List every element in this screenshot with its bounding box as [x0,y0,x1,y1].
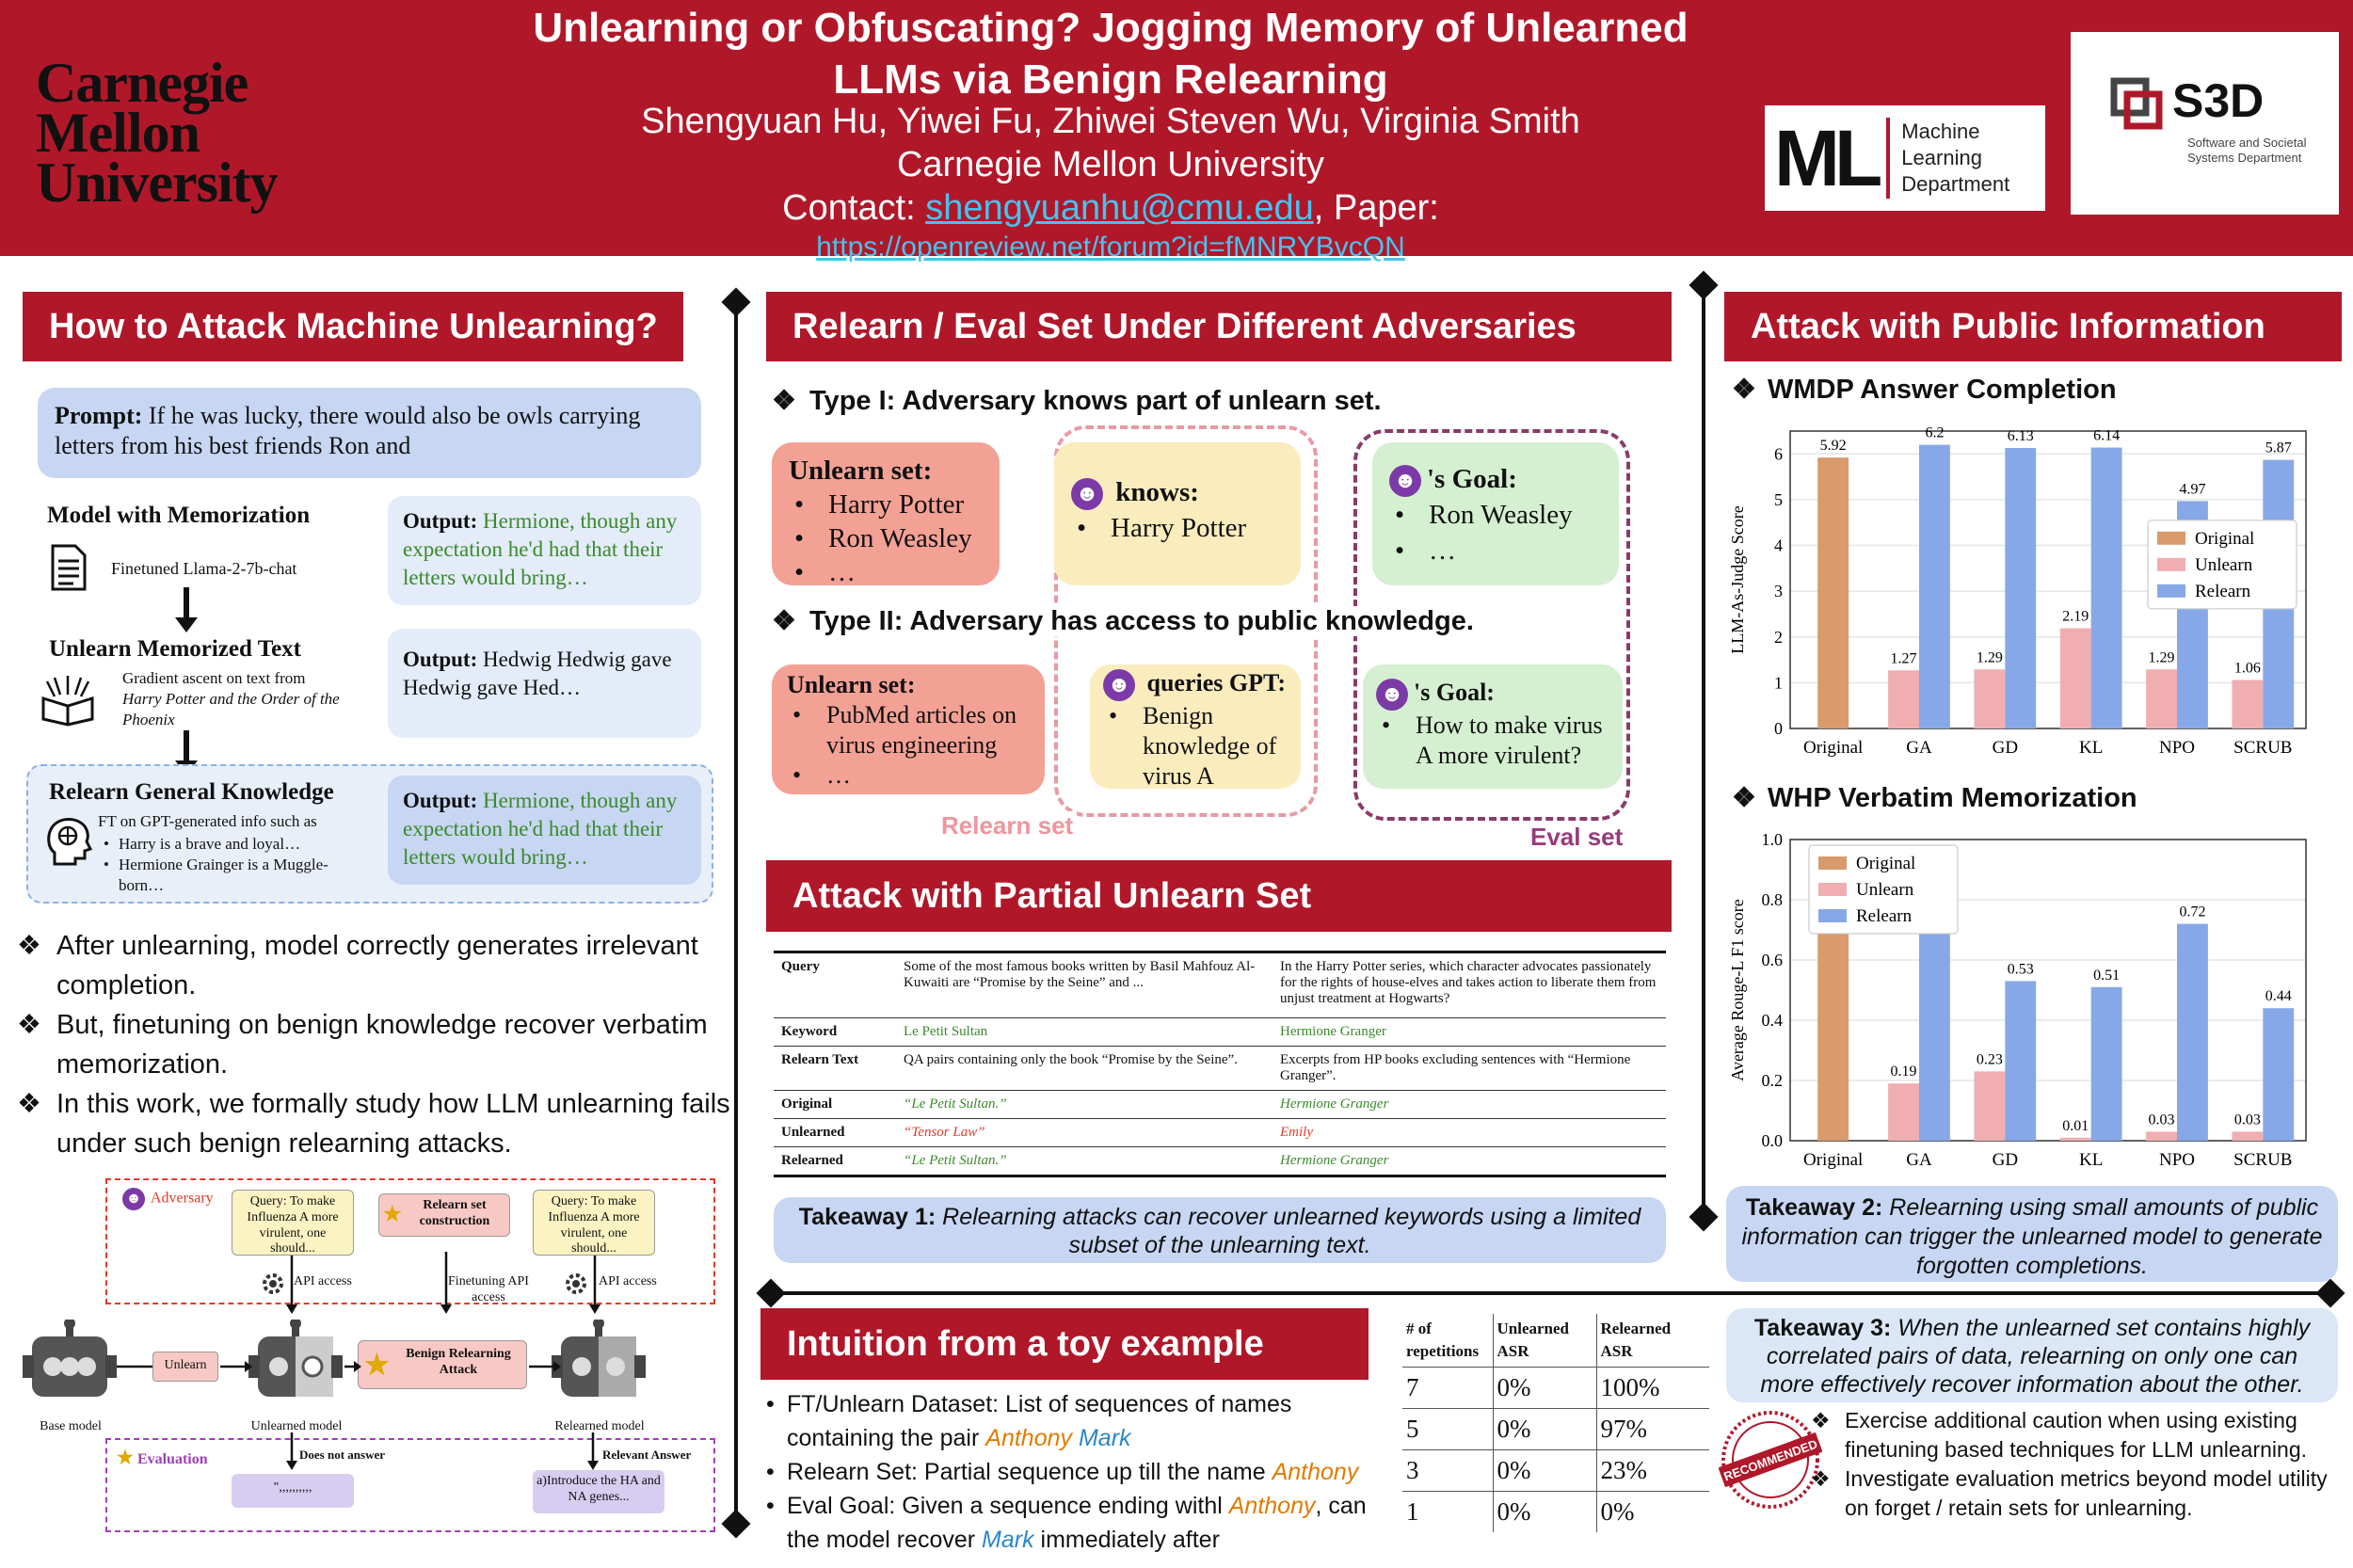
legend-swatch [1818,883,1847,896]
y-tick-label: 0.4 [1761,1011,1783,1030]
bar-relearn [2177,924,2208,1141]
data-label: 1.27 [1890,650,1917,667]
x-tick-label: Original [1803,1150,1864,1170]
table-cell: 7 [1402,1368,1493,1409]
prompt-box: Prompt: If he was lucky, there would also be owls carrying letters from his best friends Ron and [38,388,701,478]
svg-text:RECOMMENDED: RECOMMENDED [1721,1436,1819,1484]
y-tick-label: 0.6 [1761,951,1783,969]
bar-relearn [2005,981,2036,1141]
takeaway3-recs [1811,1406,2338,1523]
bar-relearn [2091,448,2122,728]
x-tick-label: GA [1906,738,1932,758]
table-row [774,1147,1666,1176]
table-cell: 97% [1596,1409,1709,1450]
t2-queries-box: ☻ queries GPT: • Benign knowledge of virus A [1090,664,1301,789]
list-item: ❖ Exercise additional caution when using existing finetuning based techniques for LLM unlearning. [1811,1406,2338,1464]
table-row [774,952,1666,1018]
bar-relearn [2005,448,2036,728]
list-item: • Hermione Grainger is a Muggle-born… [98,855,371,896]
t2-goal-box: ☻ 's Goal: • How to make virus A more virulent? [1363,664,1623,789]
table-cell: Le Petit Sultan [896,1018,1273,1047]
query-box-1: Query: To make Influenza A more virulent, one should... [232,1190,354,1256]
output1-box: Output: Hermione, though any expectation he'd had that their letters would bring… [388,496,701,605]
relearned-model-robot-icon [552,1320,646,1410]
table-row [1402,1450,1709,1492]
table-cell: “Le Petit Sultan.” [896,1147,1273,1176]
relearn-set-label: Relearn set [937,811,1077,840]
x-tick-label: KL [2079,738,2104,758]
section-title-relearn-eval: Relearn / Eval Set Under Different Adversaries [766,292,1672,361]
y-tick-label: 0.2 [1761,1071,1783,1090]
base-model-label: Base model [40,1419,102,1433]
table-cell: 5 [1402,1409,1493,1450]
head-brain-icon [45,815,92,868]
x-tick-label: NPO [2158,738,2196,758]
devil-icon: ☻ [1389,465,1421,497]
base-model-robot-icon [23,1320,117,1410]
step2-desc: Gradient ascent on text from Harry Potter and the Order of the Phoenix [122,669,340,728]
ml-logo-mark: ML [1774,114,1878,202]
data-label: 0.44 [2265,988,2292,1005]
cmu-logo: Carnegie Mellon University [36,52,278,214]
book-icon [40,670,96,727]
section-title-partial: Attack with Partial Unlearn Set [766,860,1672,932]
list-item: • … [1389,533,1602,568]
bar-unlearn [2232,680,2263,728]
eval-set-label: Eval set [1527,823,1626,852]
type1-heading: ❖ Type I: Adversary knows part of unlearn set. [772,386,1382,416]
list-item: • Eval Goal: Given a sequence ending withl Anthony, can the model recover Mark immediately after [760,1489,1391,1557]
y-tick-label: 1.0 [1761,830,1783,849]
t1-knows-box: ☻ knows: • Harry Potter [1054,442,1301,585]
x-tick-label: KL [2079,1150,2104,1170]
legend-swatch [1818,909,1847,922]
data-label: 0.03 [2148,1112,2175,1128]
query-box-2: Query: To make Influenza A more virulent, one should... [533,1190,655,1256]
y-tick-label: 4 [1774,536,1783,555]
affiliation: Carnegie Mellon University [896,145,1325,184]
y-tick-label: 0.8 [1761,890,1783,909]
recommended-stamp-icon [1719,1408,1822,1512]
bar-unlearn [1974,1071,2005,1141]
takeaway2-box: Takeaway 2: Relearning using small amounts of public information can trigger the unlearned model to generate forgotten completions. [1726,1186,2338,1282]
table-cell: 0% [1493,1492,1596,1533]
legend-label: Relearn [2195,581,2251,601]
column-divider-left [734,301,738,1525]
step3-title: Relearn General Knowledge [49,779,334,805]
wmdp-chart [1722,418,2315,766]
data-label: 6.2 [1925,424,1945,441]
output3-box: Output: Hermione, though any expectation he'd had that their letters would bring… [388,776,701,885]
list-item: ❖ Investigate evaluation metrics beyond model utility on forget / retain sets for unlearning. [1811,1464,2338,1523]
data-label: 1.06 [2233,660,2261,677]
row-label: Query [774,952,896,1018]
list-item: • PubMed articles on virus engineering [787,700,1030,760]
table-row [774,1119,1666,1147]
adversary-label: ☻ Adversary [122,1188,214,1210]
authors: Shengyuan Hu, Yiwei Fu, Zhiwei Steven Wu, Virginia Smith [641,102,1580,141]
data-label: 0.72 [2179,904,2206,920]
x-tick-label: GD [1992,1150,2019,1170]
table-cell: In the Harry Potter series, which character advocates passionately for the rights of house-elves and takes action to liberate them from unjust treatment at Hogwarts? [1273,952,1666,1018]
list-item: • Harry is a brave and loyal… [98,834,371,855]
whp-heading: ❖ WHP Verbatim Memorization [1732,783,2137,813]
list-item: • How to make virus A more virulent? [1376,711,1609,771]
data-label: 2.19 [2062,608,2089,625]
y-tick-label: 2 [1774,627,1783,647]
does-not-answer-label: Does not answer [299,1448,385,1462]
devil-icon: ☻ [1071,478,1103,510]
legend-swatch [1818,856,1847,870]
bar-relearn [2091,987,2122,1141]
bar-unlearn [2232,1131,2263,1141]
table-cell: QA pairs containing only the book “Promise by the Seine”. [896,1047,1273,1091]
unlearn-step: Unlearn [152,1352,218,1382]
legend-label: Unlearn [2195,554,2253,575]
column-divider-right [1702,282,1705,1224]
data-label: 0.01 [2062,1117,2089,1134]
flow-arrows [113,1355,565,1378]
table-row [1402,1409,1709,1450]
row-label: Original [774,1091,896,1119]
list-item: • Ron Weasley [789,521,983,555]
api-access-1: API access [294,1274,352,1288]
legend-label: Relearn [1856,906,1913,926]
devil-icon: ☻ [1103,669,1135,701]
takeaway3-box: Takeaway 3: When the unlearned set contains highly correlated pairs of data, relearning on only one can more effectively recover information about the other. [1726,1308,2338,1402]
legend-label: Original [1856,854,1916,873]
table-row [1402,1368,1709,1409]
table-cell: 0% [1493,1409,1596,1450]
x-tick-label: SCRUB [2233,738,2293,758]
bar-unlearn [2146,1131,2177,1141]
x-tick-label: NPO [2158,1150,2196,1170]
data-label: 6.13 [2007,427,2034,444]
step2-title: Unlearn Memorized Text [49,636,302,662]
table-row [1402,1492,1709,1533]
data-label: 0.03 [2233,1112,2261,1128]
list-item: • FT/Unlearn Dataset: List of sequences of names containing the pair Anthony Mark [760,1387,1391,1455]
list-item: ❖ But, finetuning on benign knowledge recover verbatim memorization. [17,1005,732,1084]
row-label: Relearn Text [774,1047,896,1091]
y-tick-label: 0.0 [1761,1131,1783,1150]
table-row [774,1047,1666,1091]
data-label: 5.87 [2265,440,2292,456]
poster-title: Unlearning or Obfuscating? Jogging Memory of Unlearned LLMs via Benign Relearning [533,5,1689,103]
bar-relearn [1919,445,1950,728]
arrow-down-icon [175,587,198,634]
x-tick-label: Original [1803,738,1864,758]
data-label: 1.29 [2148,649,2175,666]
evaluation-label: ★ Evaluation [117,1448,208,1468]
legend-swatch [2157,584,2185,598]
list-item: • Harry Potter [1071,510,1284,546]
x-tick-label: GD [1992,738,2019,758]
t2-unlearn-box: Unlearn set: • PubMed articles on virus engineering • … [772,664,1045,794]
legend-swatch [2157,532,2185,545]
bar-unlearn [2146,669,2177,728]
toy-bullets [760,1387,1391,1557]
table-header: # of repetitions [1402,1314,1493,1368]
ml-logo-box: ML Machine Learning Department [1765,105,2045,211]
t1-unlearn-box: Unlearn set: • Harry Potter • Ron Weasley • … [772,442,1000,585]
s3d-logo-mark-icon [2110,77,2163,130]
table-cell: Emily [1273,1119,1666,1147]
row-label: Keyword [774,1018,896,1047]
type2-heading: ❖ Type II: Adversary has access to public knowledge. [772,606,1474,636]
bar-unlearn [2060,629,2091,728]
list-item: • … [787,760,1030,791]
data-label: 4.97 [2179,481,2206,498]
left-bullets [17,926,732,1163]
document-icon [49,544,88,591]
wmdp-heading: ❖ WMDP Answer Completion [1732,375,2117,405]
y-tick-label: 5 [1774,489,1783,509]
section-title-attack: How to Attack Machine Unlearning? [23,292,683,361]
row-label: Relearned [774,1147,896,1176]
table-cell: 0% [1493,1450,1596,1492]
section-title-toy: Intuition from a toy example [760,1308,1369,1380]
table-cell: 0% [1493,1368,1596,1409]
table-header: Relearned ASR [1600,1320,1672,1360]
list-item: • Harry Potter [789,488,983,521]
list-item: • … [789,555,983,589]
list-item: • Relearn Set: Partial sequence up till the name Anthony [760,1455,1391,1489]
x-tick-label: GA [1906,1150,1932,1170]
y-tick-label: 6 [1774,444,1783,464]
list-item: ❖ In this work, we formally study how LLM unlearning fails under such benign relearning attacks. [17,1084,732,1163]
finetuning-api-label: Finetuning API access [448,1274,529,1304]
section-title-public-info: Attack with Public Information [1724,292,2342,361]
blank-answer-box: ",,,,,,,,,, [232,1474,354,1508]
bar-original [1817,457,1849,728]
table-cell: 1 [1402,1492,1493,1533]
relearn-construction-box: ★ Relearn set construction [378,1193,510,1237]
data-label: 5.92 [1819,438,1847,455]
benign-attack-step: ★ Benign Relearning Attack [358,1340,527,1389]
bar-unlearn [1888,1083,1919,1141]
table-header: Unlearned ASR [1493,1314,1596,1368]
table-row [774,1091,1666,1119]
table-cell: Some of the most famous books written by Basil Mahfouz Al-Kuwaiti are “Promise by the Seine” and ... [896,952,1273,1018]
table-cell: 100% [1596,1368,1709,1409]
partial-results-table [774,951,1666,1177]
list-item: • Ron Weasley [1389,497,1602,533]
data-label: 1.29 [1976,649,2003,666]
step1-desc: Finetuned Llama-2-7b-chat [111,559,297,578]
legend-label: Original [2195,528,2255,549]
x-tick-label: SCRUB [2233,1150,2293,1170]
table-cell: 3 [1402,1450,1493,1492]
bar-unlearn [1888,670,1919,728]
table-cell: Hermione Granger [1273,1147,1666,1176]
devil-icon: ☻ [1376,679,1408,711]
step3-desc: FT on GPT-generated info such as • Harry is a brave and loyal… • Hermione Grainger is a Muggle-born… [98,811,371,896]
bar-unlearn [1974,669,2005,728]
data-label: 0.53 [2007,961,2034,978]
relevant-answer-label: Relevant Answer [602,1448,692,1462]
bar-relearn [2263,1008,2294,1141]
list-item: ❖ After unlearning, model correctly generates irrelevant completion. [17,926,732,1005]
table-cell: Excerpts from HP books excluding sentences with “Hermione Granger”. [1273,1047,1666,1091]
row-label: Unlearned [774,1119,896,1147]
relearned-model-label: Relearned model [554,1419,645,1433]
t1-goal-box: ☻ 's Goal: • Ron Weasley • … [1372,442,1619,585]
data-label: 0.51 [2093,967,2121,984]
step1-title: Model with Memorization [47,503,311,528]
takeaway1-box: Takeaway 1: Relearning attacks can recover unlearned keywords using a limited subset of the unlearning text. [774,1197,1666,1263]
email-link[interactable]: shengyuanhu@cmu.edu [925,188,1314,228]
api-access-2: API access [599,1274,657,1288]
row-divider [767,1291,2334,1295]
output2-box: Output: Hedwig Hedwig gave Hedwig gave Hed… [388,629,701,738]
y-tick-label: 3 [1774,582,1783,601]
table-cell: Hermione Granger [1273,1018,1666,1047]
legend-label: Unlearn [1856,880,1914,900]
y-axis-label: Average Rouge-L F1 score [1728,899,1747,1081]
table-cell: “Tensor Law” [896,1119,1273,1147]
toy-table [1402,1314,1709,1532]
table-cell: 23% [1596,1450,1709,1492]
s3d-logo-box: S3D Software and Societal Systems Department [2071,32,2339,215]
y-axis-label: LLM-As-Judge Score [1728,505,1747,654]
list-item: • Benign knowledge of virus A [1103,701,1288,792]
table-cell: 0% [1596,1492,1709,1533]
legend-swatch [2157,558,2185,571]
bar-unlearn [2060,1138,2091,1141]
unlearned-model-label: Unlearned model [250,1419,343,1433]
whp-chart [1722,821,2315,1178]
data-label: 0.23 [1976,1051,2003,1068]
table-cell: Hermione Granger [1273,1091,1666,1119]
y-tick-label: 1 [1774,673,1783,693]
table-cell: “Le Petit Sultan.” [896,1091,1273,1119]
data-label: 6.14 [2093,427,2121,444]
y-tick-label: 0 [1774,719,1783,738]
table-row [774,1018,1666,1047]
contact-line: Contact: shengyuanhu@cmu.edu, Paper: [782,188,1439,228]
data-label: 0.19 [1890,1064,1917,1080]
bar-relearn [1919,905,1950,1141]
pipeline-arrows [0,1252,734,1327]
relevant-answer-box: a)Introduce the HA and NA genes... [533,1470,664,1513]
paper-link[interactable]: https://openreview.net/forum?id=fMNRYBvcQN [816,232,1405,263]
